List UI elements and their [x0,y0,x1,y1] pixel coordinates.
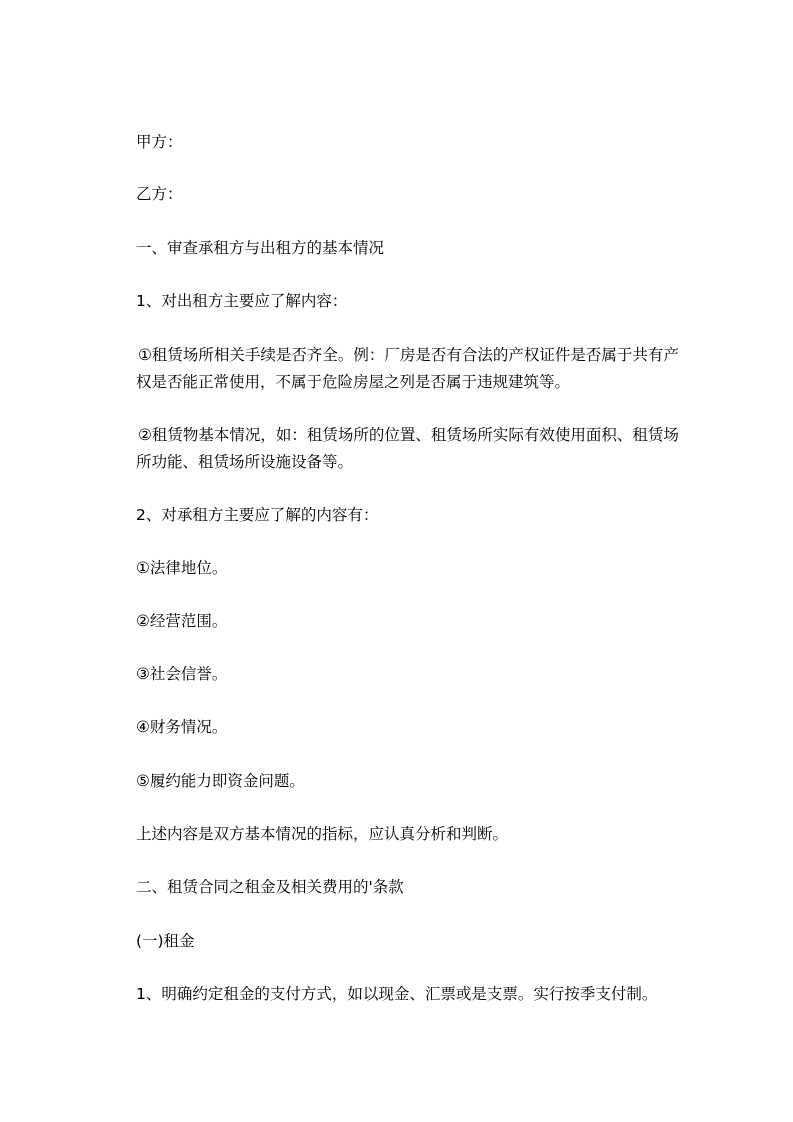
section-heading-1: 一、审查承租方与出租方的基本情况 [136,239,385,257]
subsection-heading-2: 2、对承租方主要应了解的内容有： [136,506,379,524]
party-b-label: 乙方： [136,185,183,203]
list-item: ②经营范围。 [136,612,228,630]
subheading-rent: (一)租金 [136,932,195,950]
party-a-label: 甲方： [136,133,183,151]
summary-paragraph: 上述内容是双方基本情况的指标，应认真分析和判断。 [136,825,509,843]
section-heading-2: 二、租赁合同之租金及相关费用的'条款 [136,878,404,896]
list-item: ③社会信誉。 [136,665,228,683]
paragraph-line: 1、明确约定租金的支付方式，如以现金、汇票或是支票。实行按季支付制。 [136,985,658,1003]
list-item: ⑤履约能力即资金问题。 [136,772,305,790]
paragraph-line: ①租赁场所相关手续是否齐全。例：厂房是否有合法的产权证件是否属于共有产 [138,346,679,364]
paragraph-line: 所功能、租赁场所设施设备等。 [136,453,354,471]
list-item: ④财务情况。 [136,718,228,736]
subsection-heading-1: 1、对出租方主要应了解内容： [136,292,348,310]
paragraph-line: 权是否能正常使用，不属于危险房屋之列是否属于违规建筑等。 [136,373,571,391]
paragraph-line: ②租赁物基本情况，如：租赁场所的位置、租赁场所实际有效使用面积、租赁场 [138,426,679,444]
list-item: ①法律地位。 [136,559,228,577]
